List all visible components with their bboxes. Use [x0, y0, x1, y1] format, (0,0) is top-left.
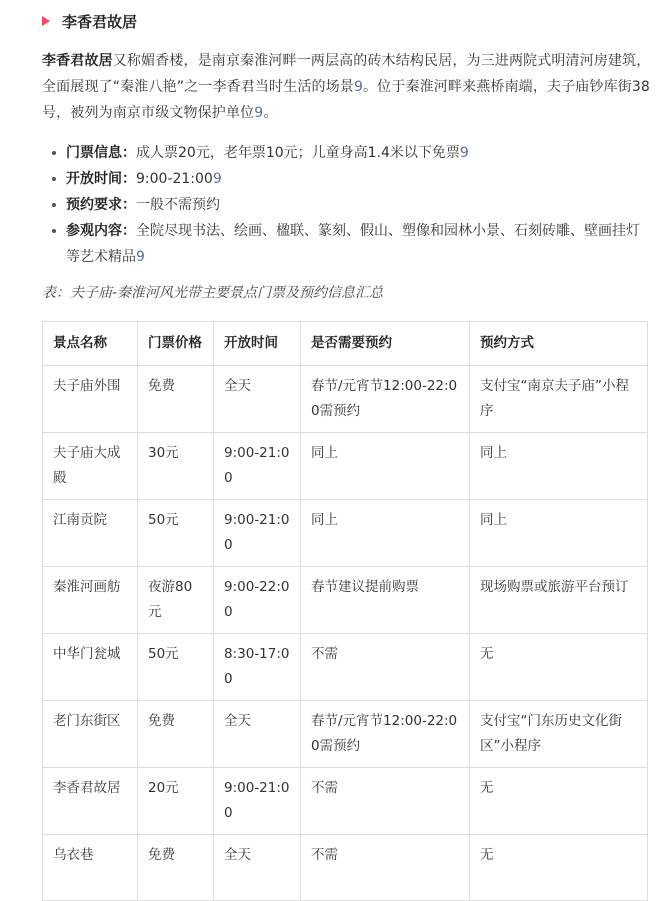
info-item-hours	[52, 166, 652, 192]
cell-price: 50元	[138, 634, 214, 701]
table-header-row	[43, 322, 648, 366]
info-item-reservation	[52, 192, 652, 218]
info-label: 开放时间：	[66, 171, 136, 187]
info-value: 一般不需预约	[136, 197, 220, 213]
cell-reservation: 不需	[301, 768, 470, 835]
citation-link[interactable]: 9	[212, 171, 222, 187]
cell-name: 江南贡院	[43, 500, 138, 567]
info-value: 9:00-21:00	[136, 171, 213, 187]
cell-method: 无	[470, 634, 648, 701]
info-item-content	[52, 218, 652, 270]
cell-method: 现场购票或旅游平台预订	[470, 567, 648, 634]
cell-reservation: 不需	[301, 634, 470, 701]
intro-text-2: 。位于秦淮河畔来燕桥南端，夫子庙钞库街38号，被列为南京市级文物保护单位	[42, 79, 650, 121]
cell-method: 支付宝“门东历史文化街区”小程序	[470, 701, 648, 768]
cell-name: 夫子庙大成殿	[43, 433, 138, 500]
section-header	[42, 8, 137, 34]
cell-price: 免费	[138, 366, 214, 433]
cell-hours: 9:00-21:00	[214, 768, 301, 835]
intro-text-1: 又称媚香楼，是南京秦淮河畔一两层高的砖木结构民居，为三进两院式明清河房建筑，全面展现了“秦淮八艳”之一李香君当时生活的场景	[42, 53, 651, 95]
cell-price: 30元	[138, 433, 214, 500]
cell-reservation: 同上	[301, 500, 470, 567]
cell-name: 李香君故居	[43, 768, 138, 835]
cell-hours: 9:00-21:00	[214, 500, 301, 567]
cell-reservation: 春节/元宵节12:00-22:00需预约	[301, 366, 470, 433]
cell-hours: 全天	[214, 835, 301, 901]
cell-name: 乌衣巷	[43, 835, 138, 901]
table-row	[43, 433, 648, 500]
info-label: 参观内容：	[66, 223, 136, 239]
table-row	[43, 835, 648, 901]
cell-hours: 8:30-17:00	[214, 634, 301, 701]
cell-price: 20元	[138, 768, 214, 835]
table-row	[43, 567, 648, 634]
cell-name: 老门东街区	[43, 701, 138, 768]
info-label: 门票信息：	[66, 145, 136, 161]
citation-link[interactable]: 9	[353, 79, 364, 95]
intro-text-3: 。	[263, 105, 278, 121]
citation-link[interactable]: 9	[459, 145, 469, 161]
cell-hours: 全天	[214, 701, 301, 768]
cell-method: 无	[470, 768, 648, 835]
cell-method: 无	[470, 835, 648, 901]
section-title: 李香君故居	[62, 12, 138, 31]
header-name: 景点名称	[43, 322, 138, 366]
citation-link[interactable]: 9	[136, 249, 145, 265]
table-caption: 表：夫子庙-秦淮河风光带主要景点门票及预约信息汇总	[42, 285, 384, 301]
table-row	[43, 500, 648, 567]
table-row	[43, 701, 648, 768]
header-price: 门票价格	[138, 322, 214, 366]
cell-price: 免费	[138, 701, 214, 768]
table-row	[43, 634, 648, 701]
cell-hours: 全天	[214, 366, 301, 433]
cell-reservation: 春节建议提前购票	[301, 567, 470, 634]
info-value: 成人票20元，老年票10元；儿童身高1.4米以下免票	[136, 145, 460, 161]
cell-reservation: 春节/元宵节12:00-22:00需预约	[301, 701, 470, 768]
info-list	[52, 140, 652, 270]
table-row	[43, 366, 648, 433]
header-reservation: 是否需要预约	[301, 322, 470, 366]
info-value: 全院尽现书法、绘画、楹联、篆刻、假山、塑像和园林小景、石刻砖雕、壁画挂灯等艺术精品	[66, 223, 640, 265]
cell-name: 秦淮河画舫	[43, 567, 138, 634]
header-method: 预约方式	[470, 322, 648, 366]
cell-price: 夜游80元	[138, 567, 214, 634]
cell-reservation: 同上	[301, 433, 470, 500]
cell-price: 免费	[138, 835, 214, 901]
info-label: 预约要求：	[66, 197, 136, 213]
intro-paragraph	[42, 48, 654, 126]
cell-method: 支付宝“南京夫子庙”小程序	[470, 366, 648, 433]
cell-method: 同上	[470, 500, 648, 567]
info-item-ticket	[52, 140, 652, 166]
cell-reservation: 不需	[301, 835, 470, 901]
table-row	[43, 768, 648, 835]
cell-hours: 9:00-22:00	[214, 567, 301, 634]
intro-name: 李香君故居	[42, 53, 113, 69]
attractions-table	[42, 321, 648, 901]
triangle-bullet-icon	[42, 16, 50, 26]
cell-name: 中华门瓮城	[43, 634, 138, 701]
citation-link[interactable]: 9	[254, 105, 264, 121]
cell-method: 同上	[470, 433, 648, 500]
cell-price: 50元	[138, 500, 214, 567]
cell-hours: 9:00-21:00	[214, 433, 301, 500]
header-hours: 开放时间	[214, 322, 301, 366]
cell-name: 夫子庙外围	[43, 366, 138, 433]
